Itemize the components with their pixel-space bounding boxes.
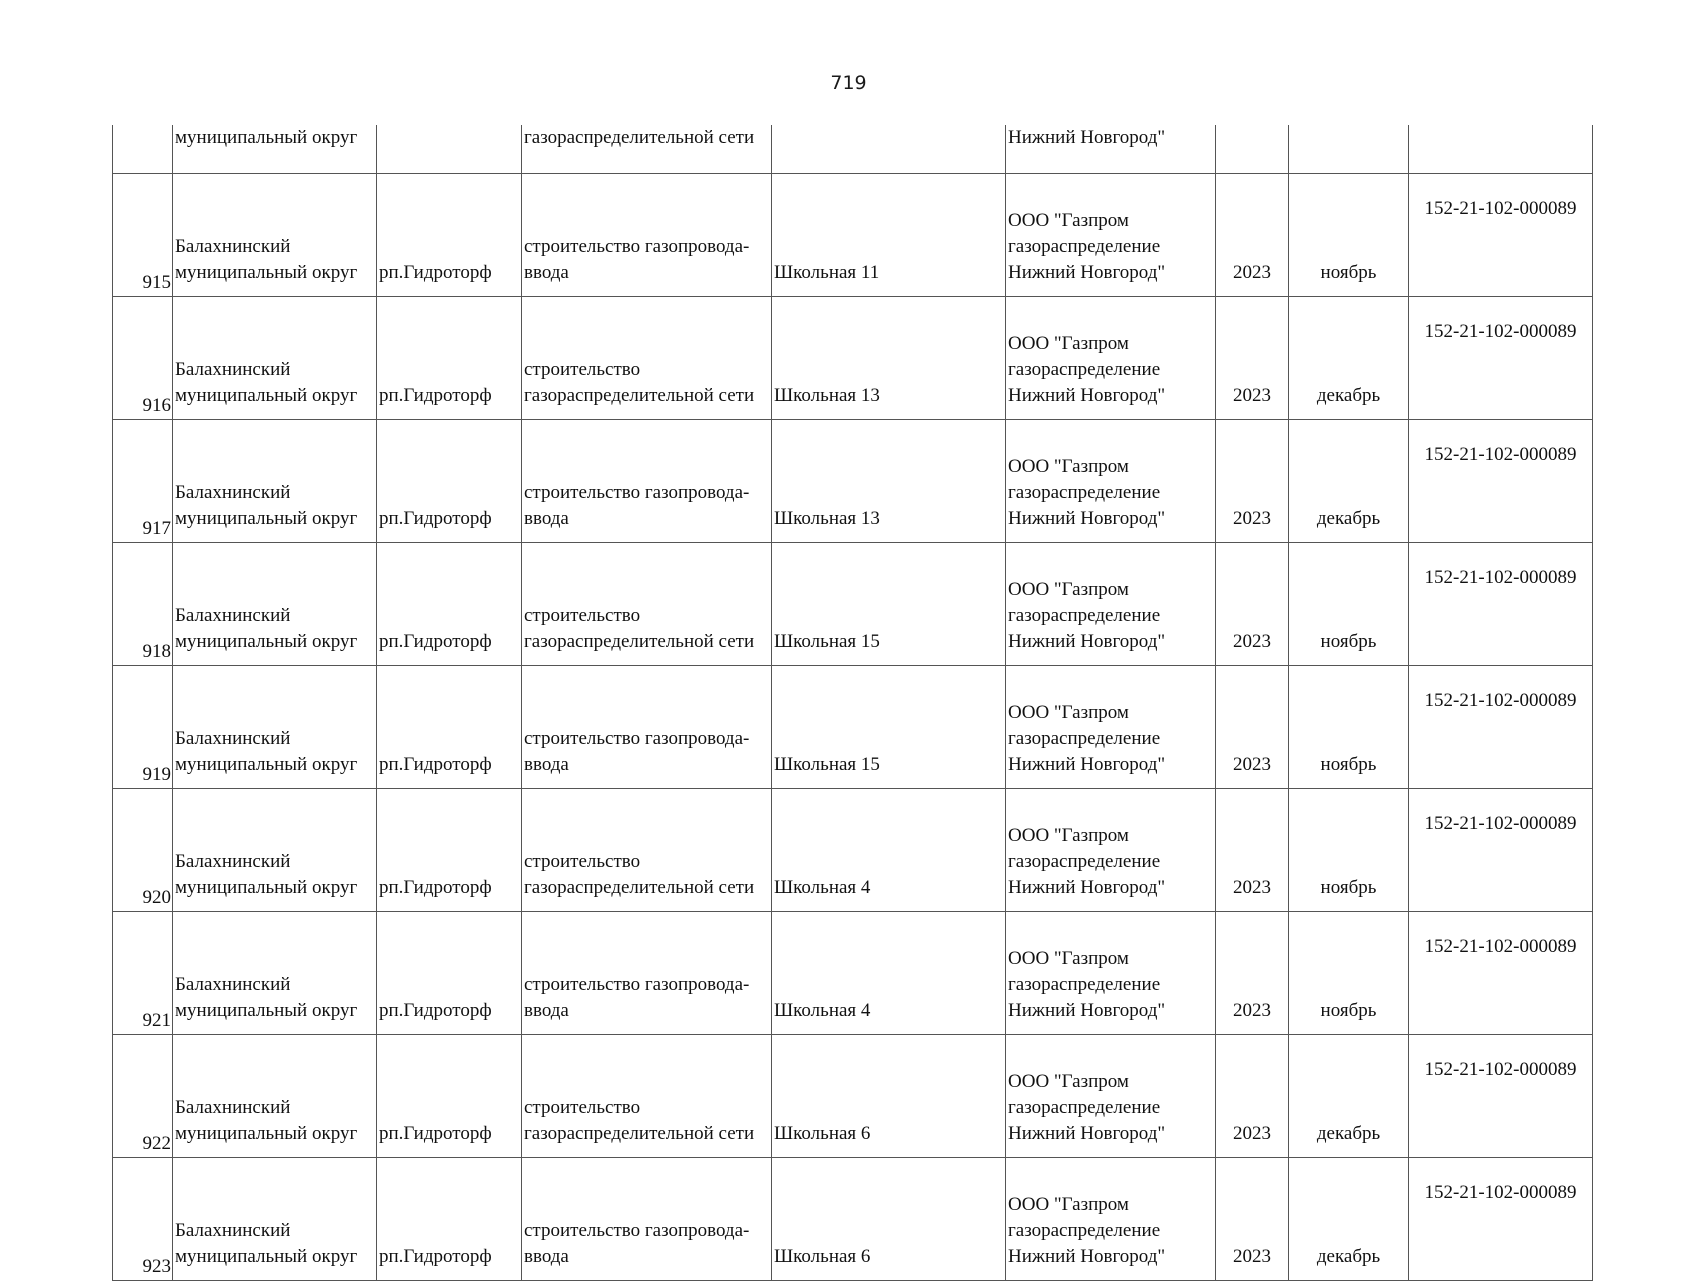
work-cell (522, 174, 772, 297)
year-cell: 2023 (1216, 420, 1289, 543)
org-line-1: ООО "Газпром (1008, 948, 1129, 969)
org-line-3: Нижний Новгород" (1008, 1246, 1166, 1267)
district-line-2: муниципальный округ (175, 508, 358, 529)
org-line-2: газораспределение (1008, 1220, 1161, 1241)
work-cell (522, 666, 772, 789)
work-line-2: ввода (524, 1000, 569, 1021)
org-line-3: Нижний Новгород" (1008, 385, 1166, 406)
settlement-cell: рп.Гидроторф (377, 1035, 522, 1158)
org-line-3: Нижний Новгород" (1008, 508, 1166, 529)
org-line-3: Нижний Новгород" (1008, 1123, 1166, 1144)
num-cell (113, 125, 173, 174)
org-line-2: газораспределение (1008, 482, 1161, 503)
district-cell (173, 912, 377, 1035)
district-line-2: муниципальный округ (175, 631, 358, 652)
org-line-1: ООО "Газпром (1008, 1194, 1129, 1215)
org-line-2: газораспределение (1008, 359, 1161, 380)
org-line-2: газораспределение (1008, 605, 1161, 626)
work-line-1: строительство газопровода- (524, 1220, 750, 1241)
work-cell (522, 1158, 772, 1281)
org-line-2: газораспределение (1008, 851, 1161, 872)
code-cell: 152-21-102-000089 (1409, 789, 1593, 912)
address-cell: Школьная 11 (772, 174, 1006, 297)
district-cell (173, 174, 377, 297)
table-row (113, 1035, 1593, 1158)
row-number: 921 (113, 912, 173, 1035)
year-cell: 2023 (1216, 1158, 1289, 1281)
work-line-2: ввода (524, 1246, 569, 1267)
work-line-1: строительство газопровода- (524, 974, 750, 995)
row-number: 923 (113, 1158, 173, 1281)
settlement-cell: рп.Гидроторф (377, 420, 522, 543)
work-line-2: газораспределительной сети (524, 385, 755, 406)
org-line-3: Нижний Новгород" (1008, 754, 1166, 775)
row-number: 918 (113, 543, 173, 666)
district-line-1: Балахнинский (175, 728, 291, 749)
table-row (113, 420, 1593, 543)
district-line-1: Балахнинский (175, 605, 291, 626)
org-cell: Нижний Новгород" (1006, 125, 1216, 174)
table-row (113, 174, 1593, 297)
work-line-1: строительство (524, 851, 641, 872)
month-cell: ноябрь (1289, 174, 1409, 297)
settlement-cell (377, 125, 522, 174)
table-row (113, 543, 1593, 666)
org-cell (1006, 789, 1216, 912)
district-line-1: Балахнинский (175, 974, 291, 995)
address-cell: Школьная 15 (772, 666, 1006, 789)
address-cell (772, 125, 1006, 174)
settlement-cell: рп.Гидроторф (377, 666, 522, 789)
work-cell (522, 420, 772, 543)
month-cell (1289, 125, 1409, 174)
table-row (113, 666, 1593, 789)
code-cell: 152-21-102-000089 (1409, 1035, 1593, 1158)
code-cell: 152-21-102-000089 (1409, 912, 1593, 1035)
row-number: 917 (113, 420, 173, 543)
org-line-1: ООО "Газпром (1008, 456, 1129, 477)
work-line-2: газораспределительной сети (524, 1123, 755, 1144)
work-cell: газораспределительной сети (522, 125, 772, 174)
work-cell (522, 543, 772, 666)
table-row (113, 1158, 1593, 1281)
district-line-2: муниципальный округ (175, 1246, 358, 1267)
district-line-1: Балахнинский (175, 236, 291, 257)
district-cell (173, 420, 377, 543)
work-cell (522, 1035, 772, 1158)
work-line-1: строительство газопровода- (524, 482, 750, 503)
code-cell: 152-21-102-000089 (1409, 543, 1593, 666)
org-line-1: ООО "Газпром (1008, 333, 1129, 354)
district-line-1: Балахнинский (175, 359, 291, 380)
address-cell: Школьная 4 (772, 912, 1006, 1035)
year-cell: 2023 (1216, 789, 1289, 912)
district-line-1: Балахнинский (175, 1220, 291, 1241)
month-cell: декабрь (1289, 297, 1409, 420)
work-cell (522, 297, 772, 420)
month-cell: ноябрь (1289, 912, 1409, 1035)
district-line-2: муниципальный округ (175, 385, 358, 406)
work-cell (522, 912, 772, 1035)
org-line-1: ООО "Газпром (1008, 702, 1129, 723)
continuation-row (113, 125, 1593, 174)
district-line-2: муниципальный округ (175, 262, 358, 283)
address-cell: Школьная 15 (772, 543, 1006, 666)
org-line-3: Нижний Новгород" (1008, 877, 1166, 898)
org-line-2: газораспределение (1008, 1097, 1161, 1118)
month-cell: декабрь (1289, 1158, 1409, 1281)
org-line-3: Нижний Новгород" (1008, 262, 1166, 283)
district-line-1: Балахнинский (175, 851, 291, 872)
month-cell: ноябрь (1289, 666, 1409, 789)
year-cell (1216, 125, 1289, 174)
table-row (113, 789, 1593, 912)
page-number: 719 (830, 72, 867, 94)
work-line-2: газораспределительной сети (524, 631, 755, 652)
work-line-2: ввода (524, 262, 569, 283)
district-line-1: Балахнинский (175, 482, 291, 503)
org-cell (1006, 297, 1216, 420)
settlement-cell: рп.Гидроторф (377, 789, 522, 912)
year-cell: 2023 (1216, 174, 1289, 297)
district-cell (173, 666, 377, 789)
address-cell: Школьная 13 (772, 420, 1006, 543)
district-line-1: Балахнинский (175, 1097, 291, 1118)
district-line-2: муниципальный округ (175, 1000, 358, 1021)
org-cell (1006, 912, 1216, 1035)
org-line-2: газораспределение (1008, 728, 1161, 749)
work-line-2: ввода (524, 508, 569, 529)
work-cell (522, 789, 772, 912)
org-line-1: ООО "Газпром (1008, 210, 1129, 231)
year-cell: 2023 (1216, 543, 1289, 666)
row-number: 919 (113, 666, 173, 789)
district-cell (173, 1158, 377, 1281)
org-cell (1006, 543, 1216, 666)
month-cell: декабрь (1289, 1035, 1409, 1158)
org-line-1: ООО "Газпром (1008, 825, 1129, 846)
district-cell (173, 543, 377, 666)
work-line-1: строительство газопровода- (524, 236, 750, 257)
district-line-2: муниципальный округ (175, 877, 358, 898)
settlement-cell: рп.Гидроторф (377, 543, 522, 666)
code-cell: 152-21-102-000089 (1409, 666, 1593, 789)
work-line-1: строительство газопровода- (524, 728, 750, 749)
district-line-2: муниципальный округ (175, 1123, 358, 1144)
org-cell (1006, 174, 1216, 297)
org-cell (1006, 1035, 1216, 1158)
row-number: 915 (113, 174, 173, 297)
table-row (113, 297, 1593, 420)
gas-works-table (112, 125, 1593, 1281)
year-cell: 2023 (1216, 297, 1289, 420)
district-cell: муниципальный округ (173, 125, 377, 174)
address-cell: Школьная 4 (772, 789, 1006, 912)
settlement-cell: рп.Гидроторф (377, 297, 522, 420)
row-number: 920 (113, 789, 173, 912)
code-cell: 152-21-102-000089 (1409, 174, 1593, 297)
org-cell (1006, 420, 1216, 543)
district-cell (173, 1035, 377, 1158)
work-line-1: строительство (524, 359, 641, 380)
year-cell: 2023 (1216, 666, 1289, 789)
year-cell: 2023 (1216, 912, 1289, 1035)
org-line-3: Нижний Новгород" (1008, 1000, 1166, 1021)
district-cell (173, 789, 377, 912)
org-line-3: Нижний Новгород" (1008, 631, 1166, 652)
month-cell: декабрь (1289, 420, 1409, 543)
settlement-cell: рп.Гидроторф (377, 1158, 522, 1281)
settlement-cell: рп.Гидроторф (377, 912, 522, 1035)
settlement-cell: рп.Гидроторф (377, 174, 522, 297)
work-line-2: ввода (524, 754, 569, 775)
month-cell: ноябрь (1289, 789, 1409, 912)
org-line-1: ООО "Газпром (1008, 1071, 1129, 1092)
code-cell: 152-21-102-000089 (1409, 297, 1593, 420)
table-row (113, 912, 1593, 1035)
work-line-1: строительство (524, 1097, 641, 1118)
code-cell: 152-21-102-000089 (1409, 420, 1593, 543)
code-cell: 152-21-102-000089 (1409, 1158, 1593, 1281)
org-cell (1006, 1158, 1216, 1281)
work-line-2: газораспределительной сети (524, 877, 755, 898)
district-line-2: муниципальный округ (175, 754, 358, 775)
month-cell: ноябрь (1289, 543, 1409, 666)
row-number: 916 (113, 297, 173, 420)
address-cell: Школьная 6 (772, 1035, 1006, 1158)
district-cell (173, 297, 377, 420)
row-number: 922 (113, 1035, 173, 1158)
org-line-1: ООО "Газпром (1008, 579, 1129, 600)
org-cell (1006, 666, 1216, 789)
work-line-1: строительство (524, 605, 641, 626)
address-cell: Школьная 13 (772, 297, 1006, 420)
code-cell (1409, 125, 1593, 174)
address-cell: Школьная 6 (772, 1158, 1006, 1281)
org-line-2: газораспределение (1008, 974, 1161, 995)
org-line-2: газораспределение (1008, 236, 1161, 257)
year-cell: 2023 (1216, 1035, 1289, 1158)
